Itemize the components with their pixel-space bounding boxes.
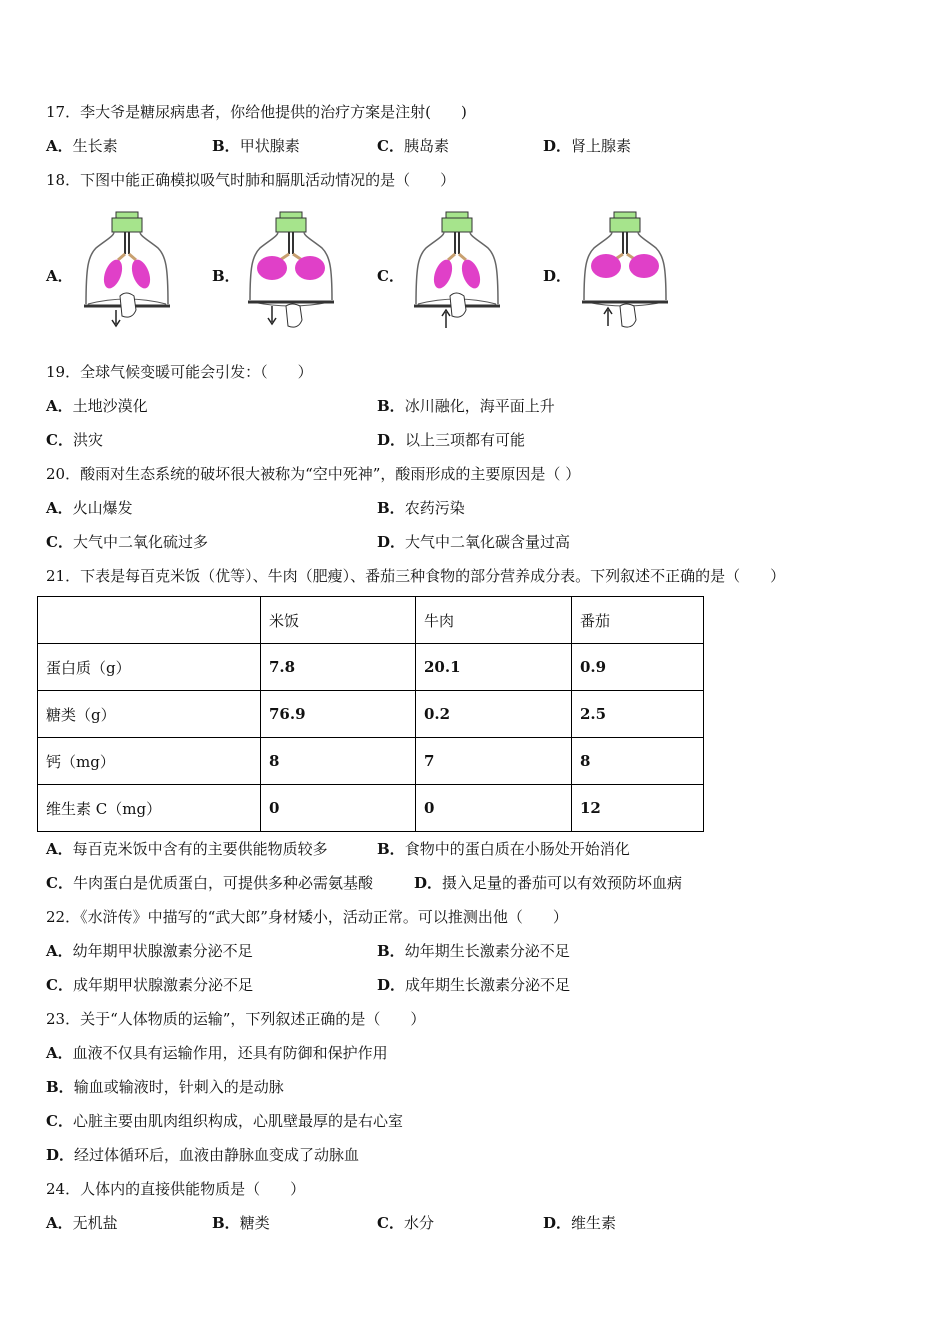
nutrition-table <box>37 596 704 832</box>
table-header-cell <box>38 597 261 644</box>
table-row-label: 蛋白质（g） <box>38 644 261 691</box>
q24-option-c[interactable]: C．水分 <box>377 1214 434 1232</box>
table-row <box>38 691 704 738</box>
q17-option-b[interactable]: B．甲状腺素 <box>212 137 300 155</box>
q19-option-a[interactable]: A．土地沙漠化 <box>46 397 148 415</box>
table-row-label: 糖类（g） <box>38 691 261 738</box>
q22-option-a[interactable]: A．幼年期甲状腺激素分泌不足 <box>46 942 253 960</box>
table-cell: 7.8 <box>261 644 416 691</box>
bell-jar-lung-model-d <box>580 206 672 332</box>
question-19-stem: 19．全球气候变暖可能会引发：（ ） <box>46 363 313 381</box>
q24-option-a[interactable]: A．无机盐 <box>46 1214 118 1232</box>
q19-option-d[interactable]: D．以上三项都有可能 <box>377 431 526 449</box>
question-24-stem: 24．人体内的直接供能物质是（ ） <box>46 1180 306 1198</box>
table-cell: 0.2 <box>416 691 572 738</box>
q22-option-d[interactable]: D．成年期生长激素分泌不足 <box>377 976 571 994</box>
table-cell: 12 <box>572 785 704 832</box>
q18-figure-b-label[interactable]: B． <box>212 267 240 285</box>
table-cell: 20.1 <box>416 644 572 691</box>
table-cell: 0.9 <box>572 644 704 691</box>
table-header-cell: 番茄 <box>572 597 704 644</box>
table-cell: 0 <box>261 785 416 832</box>
q23-option-c[interactable]: C．心脏主要由肌肉组织构成，心肌壁最厚的是右心室 <box>46 1112 403 1130</box>
q17-option-c[interactable]: C．胰岛素 <box>377 137 449 155</box>
table-row <box>38 738 704 785</box>
bell-jar-lung-model-c <box>412 206 504 332</box>
table-row-label: 钙（mg） <box>38 738 261 785</box>
bell-jar-lung-model-a <box>82 206 174 332</box>
table-header-cell: 牛肉 <box>416 597 572 644</box>
q20-option-b[interactable]: B．农药污染 <box>377 499 465 517</box>
q17-option-d[interactable]: D．肾上腺素 <box>543 137 632 155</box>
q20-option-d[interactable]: D．大气中二氧化碳含量过高 <box>377 533 571 551</box>
table-row <box>38 644 704 691</box>
q24-option-d[interactable]: D．维生素 <box>543 1214 617 1232</box>
q21-option-b[interactable]: B．食物中的蛋白质在小肠处开始消化 <box>377 840 630 858</box>
q21-option-a[interactable]: A．每百克米饭中含有的主要供能物质较多 <box>46 840 328 858</box>
q24-option-b[interactable]: B．糖类 <box>212 1214 270 1232</box>
q23-option-b[interactable]: B．输血或输液时，针刺入的是动脉 <box>46 1078 284 1096</box>
q23-option-a[interactable]: A．血液不仅具有运输作用，还具有防御和保护作用 <box>46 1044 388 1062</box>
question-18-stem: 18．下图中能正确模拟吸气时肺和膈肌活动情况的是（ ） <box>46 171 456 189</box>
table-cell: 8 <box>572 738 704 785</box>
table-cell: 7 <box>416 738 572 785</box>
q17-option-a[interactable]: A．生长素 <box>46 137 118 155</box>
q19-option-c[interactable]: C．洪灾 <box>46 431 103 449</box>
table-row-label: 维生素 C（mg） <box>38 785 261 832</box>
q20-option-a[interactable]: A．火山爆发 <box>46 499 133 517</box>
q22-option-c[interactable]: C．成年期甲状腺激素分泌不足 <box>46 976 253 994</box>
table-header-row <box>38 597 704 644</box>
bell-jar-lung-model-b <box>246 206 338 332</box>
q22-option-b[interactable]: B．幼年期生长激素分泌不足 <box>377 942 570 960</box>
q18-figure-d-label[interactable]: D． <box>543 267 572 285</box>
table-cell: 8 <box>261 738 416 785</box>
q21-option-d[interactable]: D．摄入足量的番茄可以有效预防坏血病 <box>414 874 683 892</box>
question-21-stem: 21．下表是每百克米饭（优等）、牛肉（肥瘦）、番茄三种食物的部分营养成分表。下列叙述不正确的是（ ） <box>46 567 786 585</box>
table-cell: 0 <box>416 785 572 832</box>
q20-option-c[interactable]: C．大气中二氧化硫过多 <box>46 533 208 551</box>
table-row <box>38 785 704 832</box>
table-header-cell: 米饭 <box>261 597 416 644</box>
question-20-stem: 20．酸雨对生态系统的破坏很大被称为“空中死神”，酸雨形成的主要原因是（ ） <box>46 465 581 483</box>
q18-figure-c-label[interactable]: C． <box>377 267 404 285</box>
table-cell: 2.5 <box>572 691 704 738</box>
q23-option-d[interactable]: D．经过体循环后，血液由静脉血变成了动脉血 <box>46 1146 360 1164</box>
question-17-stem: 17．李大爷是糖尿病患者，你给他提供的治疗方案是注射( ) <box>46 103 467 121</box>
question-22-stem: 22．《水浒传》中描写的“武大郎”身材矮小，活动正常。可以推测出他（ ） <box>46 908 568 926</box>
q21-option-c[interactable]: C．牛肉蛋白是优质蛋白，可提供多种必需氨基酸 <box>46 874 373 892</box>
question-23-stem: 23．关于“人体物质的运输”，下列叙述正确的是（ ） <box>46 1010 426 1028</box>
q18-figure-a-label[interactable]: A． <box>46 267 73 285</box>
table-cell: 76.9 <box>261 691 416 738</box>
q19-option-b[interactable]: B．冰川融化，海平面上升 <box>377 397 555 415</box>
